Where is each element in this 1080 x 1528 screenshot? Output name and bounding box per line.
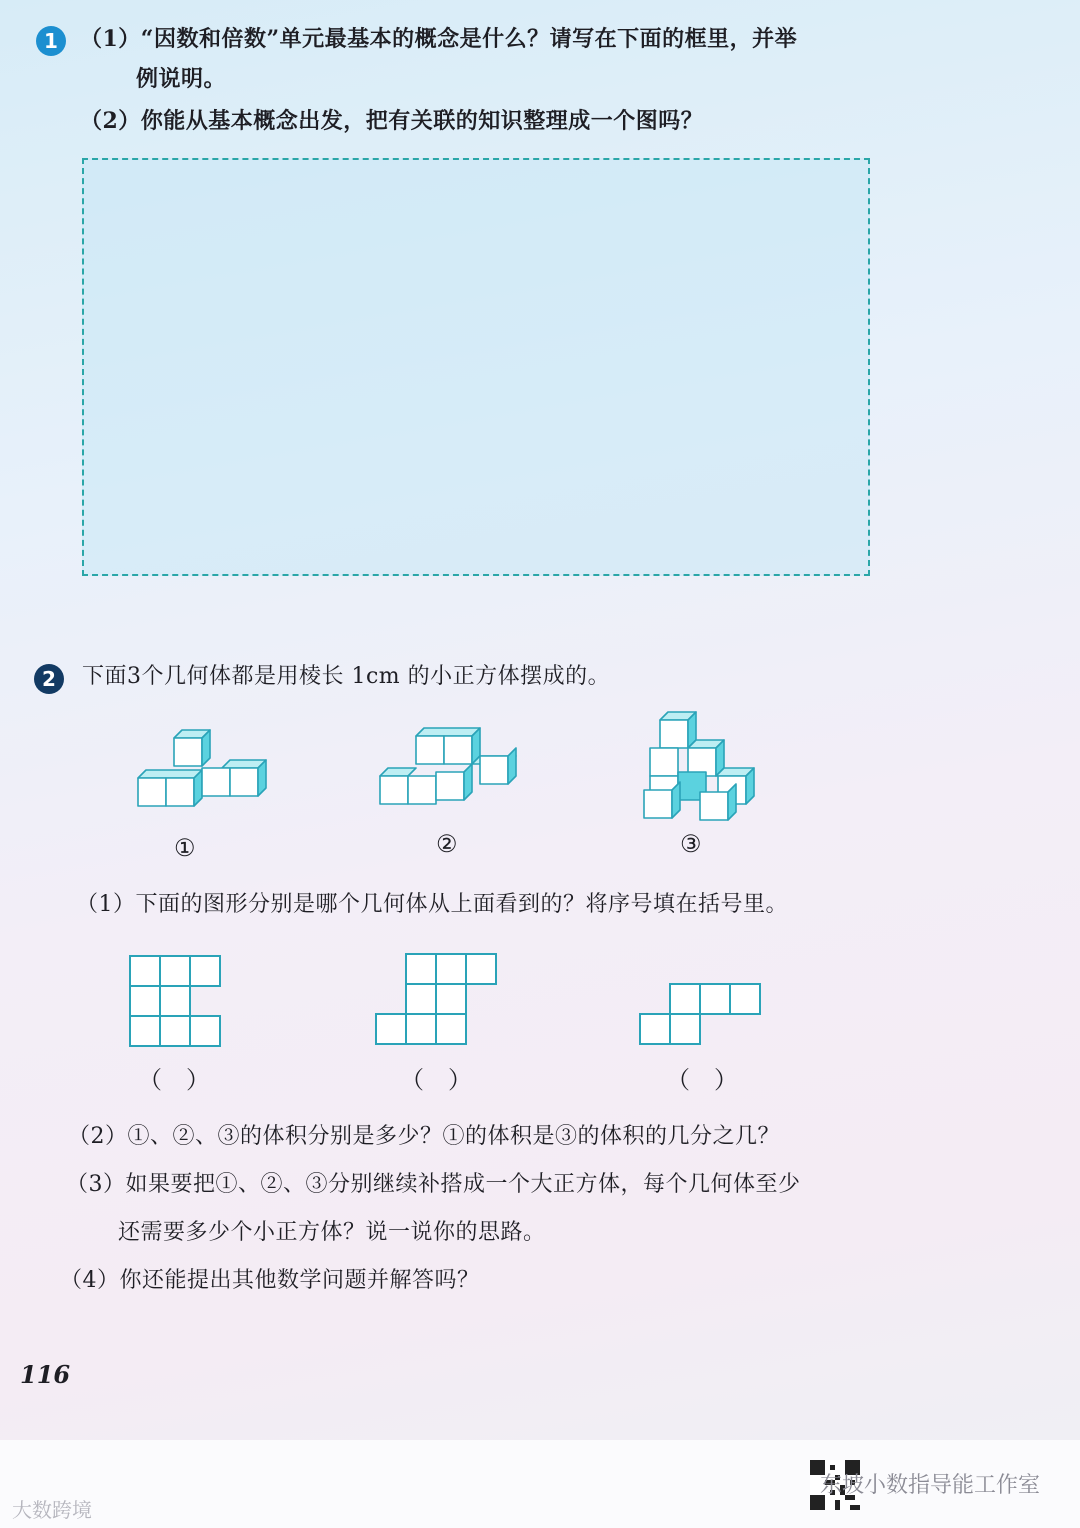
answer-blank-2[interactable]: （ ） xyxy=(400,1066,472,1094)
watermark-right: 东坡小数指导能工作室 xyxy=(819,1473,1040,1498)
q2-part3-line1: （3）如果要把①、②、③分别继续补搭成一个大正方体，每个几何体至少 xyxy=(66,1172,801,1197)
top-view-1 xyxy=(128,954,222,1048)
q2-intro: 下面3个几何体都是用棱长 1cm 的小正方体摆成的。 xyxy=(82,664,611,689)
top-view-3 xyxy=(638,982,762,1046)
solid-3-figure xyxy=(636,706,766,830)
q1-part1-line2: 例说明。 xyxy=(136,66,227,92)
top-view-2 xyxy=(374,952,498,1046)
q2-part2: （2）①、②、③的体积分别是多少？①的体积是③的体积的几分之几？ xyxy=(68,1124,780,1149)
answer-blank-3[interactable]: （ ） xyxy=(666,1066,738,1094)
q1-part1-line1: （1）“因数和倍数”单元最基本的概念是什么？请写在下面的框里，并举 xyxy=(80,26,798,52)
solid-2-label: ② xyxy=(436,830,458,858)
answer-box[interactable] xyxy=(82,158,870,576)
q1-part2: （2）你能从基本概念出发，把有关联的知识整理成一个图吗？ xyxy=(80,108,704,134)
solid-2-figure xyxy=(372,718,532,818)
solid-1-figure xyxy=(130,720,280,820)
solid-3-label: ③ xyxy=(680,830,702,858)
question-1-badge: 1 xyxy=(36,26,66,56)
q2-part1: （1）下面的图形分别是哪个几何体从上面看到的？将序号填在括号里。 xyxy=(76,892,788,917)
q2-part4: （4）你还能提出其他数学问题并解答吗？ xyxy=(60,1268,480,1293)
question-2-badge: 2 xyxy=(34,664,64,694)
watermark-left: 大数跨境 xyxy=(12,1498,92,1522)
solid-1-label: ① xyxy=(174,834,196,862)
page-number: 116 xyxy=(20,1360,71,1389)
q2-part3-line2: 还需要多少个小正方体？说一说你的思路。 xyxy=(118,1220,546,1245)
answer-blank-1[interactable]: （ ） xyxy=(138,1066,210,1094)
